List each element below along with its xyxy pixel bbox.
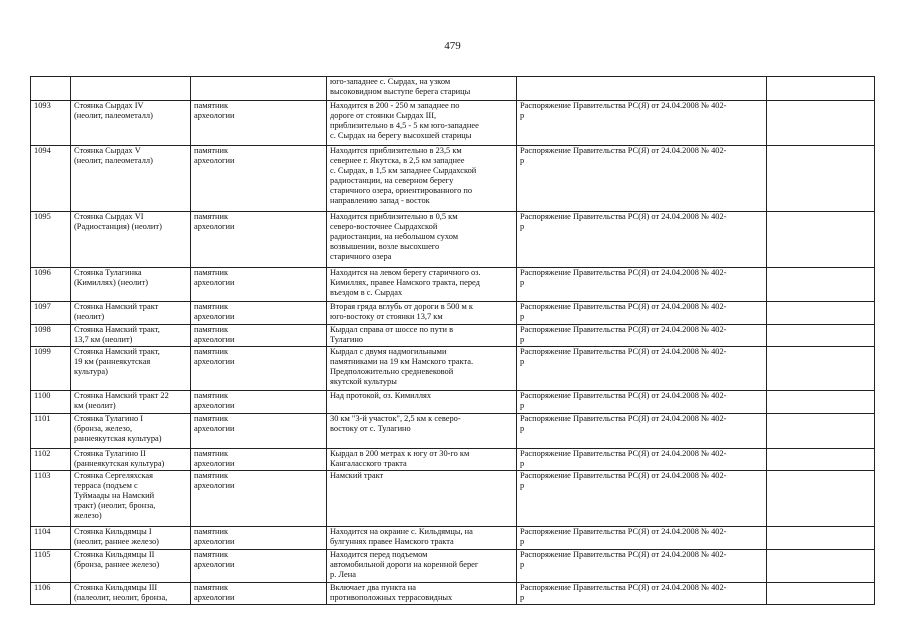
legal-document-cell xyxy=(517,325,767,347)
site-name-cell xyxy=(71,268,191,302)
location-cell-line: р. Лена xyxy=(330,570,356,579)
site-name-cell-line: Стоянка Сергеляхская xyxy=(74,471,153,480)
monument-type-cell-line: памятник xyxy=(194,391,229,400)
legal-document-cell-line: Распоряжение Правительства РС(Я) от 24.04.2008 № 402- xyxy=(520,449,727,458)
empty-cell xyxy=(767,212,875,268)
row-number-cell: 1100 xyxy=(31,391,71,414)
legal-document-cell xyxy=(517,414,767,449)
site-name-cell-line: (бронза, раннее железо) xyxy=(74,560,160,569)
legal-document-cell-line: р xyxy=(520,312,525,321)
empty-cell xyxy=(767,146,875,212)
monument-type-cell xyxy=(191,471,327,527)
location-cell-line: приблизительно в 4,5 - 5 км юго-западнее xyxy=(330,121,479,130)
row-number-cell: 1102 xyxy=(31,449,71,471)
heritage-registry-table xyxy=(30,76,875,605)
legal-document-cell-line: Распоряжение Правительства РС(Я) от 24.04.2008 № 402- xyxy=(520,146,727,155)
monument-type-cell xyxy=(191,325,327,347)
legal-document-cell-line: р xyxy=(520,156,525,165)
monument-type-cell-line: памятник xyxy=(194,471,229,480)
location-cell-line: направлению запад - восток xyxy=(330,196,430,205)
monument-type-cell-line: археологии xyxy=(194,459,235,468)
site-name-cell-line: тракт) (неолит, бронза, xyxy=(74,501,156,510)
location-cell xyxy=(327,449,517,471)
row-number-cell: 1095 xyxy=(31,212,71,268)
site-name-cell-line: Стоянка Намский тракт xyxy=(74,302,159,311)
site-name-cell xyxy=(71,101,191,146)
location-cell-line: въездом в с. Сырдах xyxy=(330,288,403,297)
monument-type-cell-line: археологии xyxy=(194,481,235,490)
legal-document-cell-line: р xyxy=(520,424,525,433)
empty-cell xyxy=(767,101,875,146)
monument-type-cell-line: археологии xyxy=(194,156,235,165)
row-number-cell xyxy=(31,77,71,101)
table-row xyxy=(31,414,875,449)
table-row xyxy=(31,550,875,583)
site-name-cell xyxy=(71,212,191,268)
legal-document-cell xyxy=(517,449,767,471)
location-cell-line: противоположных террасовидных xyxy=(330,593,453,602)
empty-cell xyxy=(767,325,875,347)
site-name-cell-line: Стоянка Кильдямцы III xyxy=(74,583,158,592)
location-cell-line: Кимиллях, правее Намского тракта, перед xyxy=(330,278,480,287)
site-name-cell-line: (неолит, палеометалл) xyxy=(74,156,153,165)
empty-cell xyxy=(767,268,875,302)
monument-type-cell-line: археологии xyxy=(194,593,235,602)
empty-cell xyxy=(767,77,875,101)
site-name-cell-line: (неолит, раннее железо) xyxy=(74,537,159,546)
empty-cell xyxy=(767,347,875,391)
legal-document-cell-line: Распоряжение Правительства РС(Я) от 24.04.2008 № 402- xyxy=(520,391,727,400)
location-cell-line: радиостанции, на небольшом сухом xyxy=(330,232,459,241)
site-name-cell-line: Стоянка Сырдах IV xyxy=(74,101,144,110)
monument-type-cell xyxy=(191,527,327,550)
table-row xyxy=(31,347,875,391)
table-row xyxy=(31,583,875,605)
legal-document-cell xyxy=(517,302,767,325)
location-cell xyxy=(327,550,517,583)
monument-type-cell-line: археологии xyxy=(194,312,235,321)
site-name-cell-line: Стоянка Кильдямцы II xyxy=(74,550,155,559)
legal-document-cell xyxy=(517,212,767,268)
location-cell-line: Кырдал в 200 метрах к югу от 30-го км xyxy=(330,449,470,458)
location-cell-line: Над протокой, оз. Кимиллях xyxy=(330,391,432,400)
monument-type-cell-line: памятник xyxy=(194,302,229,311)
site-name-cell xyxy=(71,325,191,347)
row-number-cell: 1097 xyxy=(31,302,71,325)
legal-document-cell xyxy=(517,550,767,583)
location-cell-line: Вторая гряда вглубь от дороги в 500 м к xyxy=(330,302,473,311)
location-cell-line: Кырдал справа от шоссе по пути в xyxy=(330,325,454,334)
site-name-cell-line: раннеякутская культура) xyxy=(74,434,162,443)
monument-type-cell-line: археологии xyxy=(194,537,235,546)
site-name-cell-line: 13,7 км (неолит) xyxy=(74,335,133,344)
empty-cell xyxy=(767,391,875,414)
site-name-cell-line: (палеолит, неолит, бронза, xyxy=(74,593,168,602)
location-cell-line: Предположительно средневековой xyxy=(330,367,454,376)
location-cell xyxy=(327,414,517,449)
location-cell xyxy=(327,77,517,101)
legal-document-cell xyxy=(517,146,767,212)
site-name-cell xyxy=(71,527,191,550)
site-name-cell-line: (Радиостанция) (неолит) xyxy=(74,222,162,231)
location-cell-line: Находится на левом берегу старичного оз. xyxy=(330,268,481,277)
location-cell-line: 30 км "3-й участок", 2,5 км к северо- xyxy=(330,414,461,423)
monument-type-cell xyxy=(191,146,327,212)
location-cell-line: дороге от стоянки Сырдах III, xyxy=(330,111,437,120)
location-cell xyxy=(327,268,517,302)
monument-type-cell-line: археологии xyxy=(194,278,235,287)
site-name-cell xyxy=(71,391,191,414)
site-name-cell-line: Стоянка Кильдямцы I xyxy=(74,527,152,536)
location-cell xyxy=(327,347,517,391)
location-cell-line: радиостанции, на северном берегу xyxy=(330,176,454,185)
monument-type-cell-line: памятник xyxy=(194,146,229,155)
monument-type-cell xyxy=(191,583,327,605)
row-number-cell: 1105 xyxy=(31,550,71,583)
site-name-cell-line: Стоянка Сырдах V xyxy=(74,146,141,155)
location-cell-line: севернее г. Якутска, в 2,5 км западнее xyxy=(330,156,465,165)
site-name-cell-line: (раннеякутская культура) xyxy=(74,459,165,468)
site-name-cell xyxy=(71,449,191,471)
site-name-cell-line: Стоянка Сырдах VI xyxy=(74,212,144,221)
registry-body xyxy=(31,77,875,605)
row-number-cell: 1099 xyxy=(31,347,71,391)
location-cell-line: с. Сырдах на берегу высохшей старицы xyxy=(330,131,472,140)
location-cell-line: старичного озера xyxy=(330,252,392,261)
monument-type-cell-line: археологии xyxy=(194,357,235,366)
location-cell xyxy=(327,146,517,212)
site-name-cell-line: (неолит, палеометалл) xyxy=(74,111,153,120)
location-cell-line: северо-восточнее Сырдахской xyxy=(330,222,438,231)
site-name-cell xyxy=(71,77,191,101)
legal-document-cell-line: р xyxy=(520,111,525,120)
legal-document-cell xyxy=(517,101,767,146)
location-cell-line: возвышении, возле высохшего xyxy=(330,242,440,251)
location-cell xyxy=(327,391,517,414)
location-cell xyxy=(327,325,517,347)
row-number-cell: 1106 xyxy=(31,583,71,605)
location-cell-line: Кангаласского тракта xyxy=(330,459,407,468)
monument-type-cell-line: памятник xyxy=(194,449,229,458)
site-name-cell xyxy=(71,414,191,449)
legal-document-cell xyxy=(517,583,767,605)
location-cell xyxy=(327,583,517,605)
page-number: 479 xyxy=(444,40,461,52)
site-name-cell-line: Стоянка Намский тракт, xyxy=(74,325,160,334)
monument-type-cell-line: археологии xyxy=(194,401,235,410)
legal-document-cell-line: р xyxy=(520,222,525,231)
table-row xyxy=(31,471,875,527)
monument-type-cell xyxy=(191,77,327,101)
monument-type-cell-line: памятник xyxy=(194,212,229,221)
monument-type-cell-line: археологии xyxy=(194,424,235,433)
legal-document-cell-line: р xyxy=(520,560,525,569)
monument-type-cell-line: памятник xyxy=(194,347,229,356)
monument-type-cell-line: памятник xyxy=(194,583,229,592)
monument-type-cell xyxy=(191,302,327,325)
site-name-cell-line: км (неолит) xyxy=(74,401,116,410)
location-cell xyxy=(327,212,517,268)
monument-type-cell-line: памятник xyxy=(194,325,229,334)
location-cell-line: востоку от с. Тулагино xyxy=(330,424,411,433)
legal-document-cell-line: р xyxy=(520,278,525,287)
table-row xyxy=(31,101,875,146)
legal-document-cell-line: Распоряжение Правительства РС(Я) от 24.04.2008 № 402- xyxy=(520,325,727,334)
site-name-cell-line: железо) xyxy=(74,511,102,520)
site-name-cell xyxy=(71,347,191,391)
legal-document-cell-line: Распоряжение Правительства РС(Я) от 24.04.2008 № 402- xyxy=(520,583,727,592)
legal-document-cell-line: р xyxy=(520,481,525,490)
row-number-cell: 1103 xyxy=(31,471,71,527)
table-row xyxy=(31,325,875,347)
empty-cell xyxy=(767,449,875,471)
monument-type-cell xyxy=(191,391,327,414)
location-cell-line: Находится приблизительно в 0,5 км xyxy=(330,212,458,221)
legal-document-cell-line: р xyxy=(520,357,525,366)
table-row xyxy=(31,449,875,471)
location-cell-line: Находится на окраине с. Кильдямцы, на xyxy=(330,527,473,536)
table-row xyxy=(31,268,875,302)
location-cell-line: старичного озера, ориентированного по xyxy=(330,186,473,195)
site-name-cell xyxy=(71,302,191,325)
location-cell-line: Включает два пункта на xyxy=(330,583,416,592)
legal-document-cell-line: р xyxy=(520,537,525,546)
legal-document-cell xyxy=(517,527,767,550)
legal-document-cell-line: Распоряжение Правительства РС(Я) от 24.04.2008 № 402- xyxy=(520,302,727,311)
site-name-cell xyxy=(71,146,191,212)
site-name-cell xyxy=(71,583,191,605)
legal-document-cell xyxy=(517,391,767,414)
monument-type-cell xyxy=(191,550,327,583)
site-name-cell-line: терраса (подъем с xyxy=(74,481,138,490)
legal-document-cell-line: р xyxy=(520,459,525,468)
monument-type-cell-line: памятник xyxy=(194,550,229,559)
location-cell-line: юго-востоку от стоянки 13,7 км xyxy=(330,312,443,321)
location-cell-line: памятниками на 19 км Намского тракта. xyxy=(330,357,474,366)
site-name-cell-line: Стоянка Намский тракт, xyxy=(74,347,160,356)
legal-document-cell xyxy=(517,347,767,391)
location-cell-line: Находится перед подъемом xyxy=(330,550,428,559)
row-number-cell: 1093 xyxy=(31,101,71,146)
monument-type-cell xyxy=(191,101,327,146)
legal-document-cell-line: р xyxy=(520,401,525,410)
monument-type-cell-line: археологии xyxy=(194,222,235,231)
legal-document-cell-line: р xyxy=(520,593,525,602)
location-cell xyxy=(327,471,517,527)
legal-document-cell xyxy=(517,268,767,302)
legal-document-cell-line: Распоряжение Правительства РС(Я) от 24.04.2008 № 402- xyxy=(520,101,727,110)
location-cell-line: якутской культуры xyxy=(330,377,397,386)
legal-document-cell-line: Распоряжение Правительства РС(Я) от 24.04.2008 № 402- xyxy=(520,471,727,480)
row-number-cell: 1104 xyxy=(31,527,71,550)
location-cell-line: высоковидном выступе берега старицы xyxy=(330,87,471,96)
site-name-cell-line: Стоянка Намский тракт 22 xyxy=(74,391,169,400)
location-cell-line: Находится приблизительно в 23,5 км xyxy=(330,146,462,155)
site-name-cell-line: Стоянка Тулагинка xyxy=(74,268,142,277)
legal-document-cell-line: Распоряжение Правительства РС(Я) от 24.04.2008 № 402- xyxy=(520,212,727,221)
empty-cell xyxy=(767,550,875,583)
monument-type-cell-line: памятник xyxy=(194,414,229,423)
site-name-cell-line: 19 км (раннеякутская xyxy=(74,357,151,366)
monument-type-cell-line: памятник xyxy=(194,527,229,536)
legal-document-cell-line: Распоряжение Правительства РС(Я) от 24.04.2008 № 402- xyxy=(520,414,727,423)
location-cell xyxy=(327,101,517,146)
legal-document-cell xyxy=(517,471,767,527)
monument-type-cell xyxy=(191,347,327,391)
location-cell-line: с. Сырдах, в 1,5 км западнее Сырдахской xyxy=(330,166,477,175)
empty-cell xyxy=(767,414,875,449)
legal-document-cell xyxy=(517,77,767,101)
site-name-cell xyxy=(71,471,191,527)
monument-type-cell-line: памятник xyxy=(194,101,229,110)
monument-type-cell-line: археологии xyxy=(194,560,235,569)
monument-type-cell xyxy=(191,449,327,471)
legal-document-cell-line: Распоряжение Правительства РС(Я) от 24.04.2008 № 402- xyxy=(520,268,727,277)
legal-document-cell-line: Распоряжение Правительства РС(Я) от 24.04.2008 № 402- xyxy=(520,550,727,559)
site-name-cell-line: (бронза, железо, xyxy=(74,424,133,433)
monument-type-cell-line: археологии xyxy=(194,111,235,120)
location-cell-line: Тулагино xyxy=(330,335,363,344)
monument-type-cell xyxy=(191,212,327,268)
location-cell-line: автомобильной дороги на коренной берег xyxy=(330,560,479,569)
location-cell xyxy=(327,302,517,325)
empty-cell xyxy=(767,471,875,527)
site-name-cell-line: культура) xyxy=(74,367,108,376)
monument-type-cell xyxy=(191,414,327,449)
legal-document-cell-line: р xyxy=(520,335,525,344)
legal-document-cell-line: Распоряжение Правительства РС(Я) от 24.04.2008 № 402- xyxy=(520,347,727,356)
row-number-cell: 1094 xyxy=(31,146,71,212)
location-cell xyxy=(327,527,517,550)
monument-type-cell-line: памятник xyxy=(194,268,229,277)
location-cell-line: Кырдал с двумя надмогильными xyxy=(330,347,447,356)
legal-document-cell-line: Распоряжение Правительства РС(Я) от 24.04.2008 № 402- xyxy=(520,527,727,536)
row-number-cell: 1101 xyxy=(31,414,71,449)
table-row xyxy=(31,391,875,414)
table-row xyxy=(31,77,875,101)
empty-cell xyxy=(767,583,875,605)
row-number-cell: 1098 xyxy=(31,325,71,347)
site-name-cell-line: (неолит) xyxy=(74,312,105,321)
site-name-cell-line: (Кимиллях) (неолит) xyxy=(74,278,149,287)
site-name-cell-line: Туймаады на Намский xyxy=(74,491,155,500)
location-cell-line: юго-западнее с. Сырдах, на узком xyxy=(330,77,451,86)
location-cell-line: булгуннях правее Намского тракта xyxy=(330,537,454,546)
table-row xyxy=(31,527,875,550)
location-cell-line: Намский тракт xyxy=(330,471,384,480)
table-row xyxy=(31,146,875,212)
table-row xyxy=(31,212,875,268)
location-cell-line: Находится в 200 - 250 м западнее по xyxy=(330,101,460,110)
empty-cell xyxy=(767,302,875,325)
site-name-cell-line: Стоянка Тулагино II xyxy=(74,449,146,458)
row-number-cell: 1096 xyxy=(31,268,71,302)
site-name-cell xyxy=(71,550,191,583)
empty-cell xyxy=(767,527,875,550)
monument-type-cell xyxy=(191,268,327,302)
site-name-cell-line: Стоянка Тулагино I xyxy=(74,414,144,423)
table-row xyxy=(31,302,875,325)
monument-type-cell-line: археологии xyxy=(194,335,235,344)
